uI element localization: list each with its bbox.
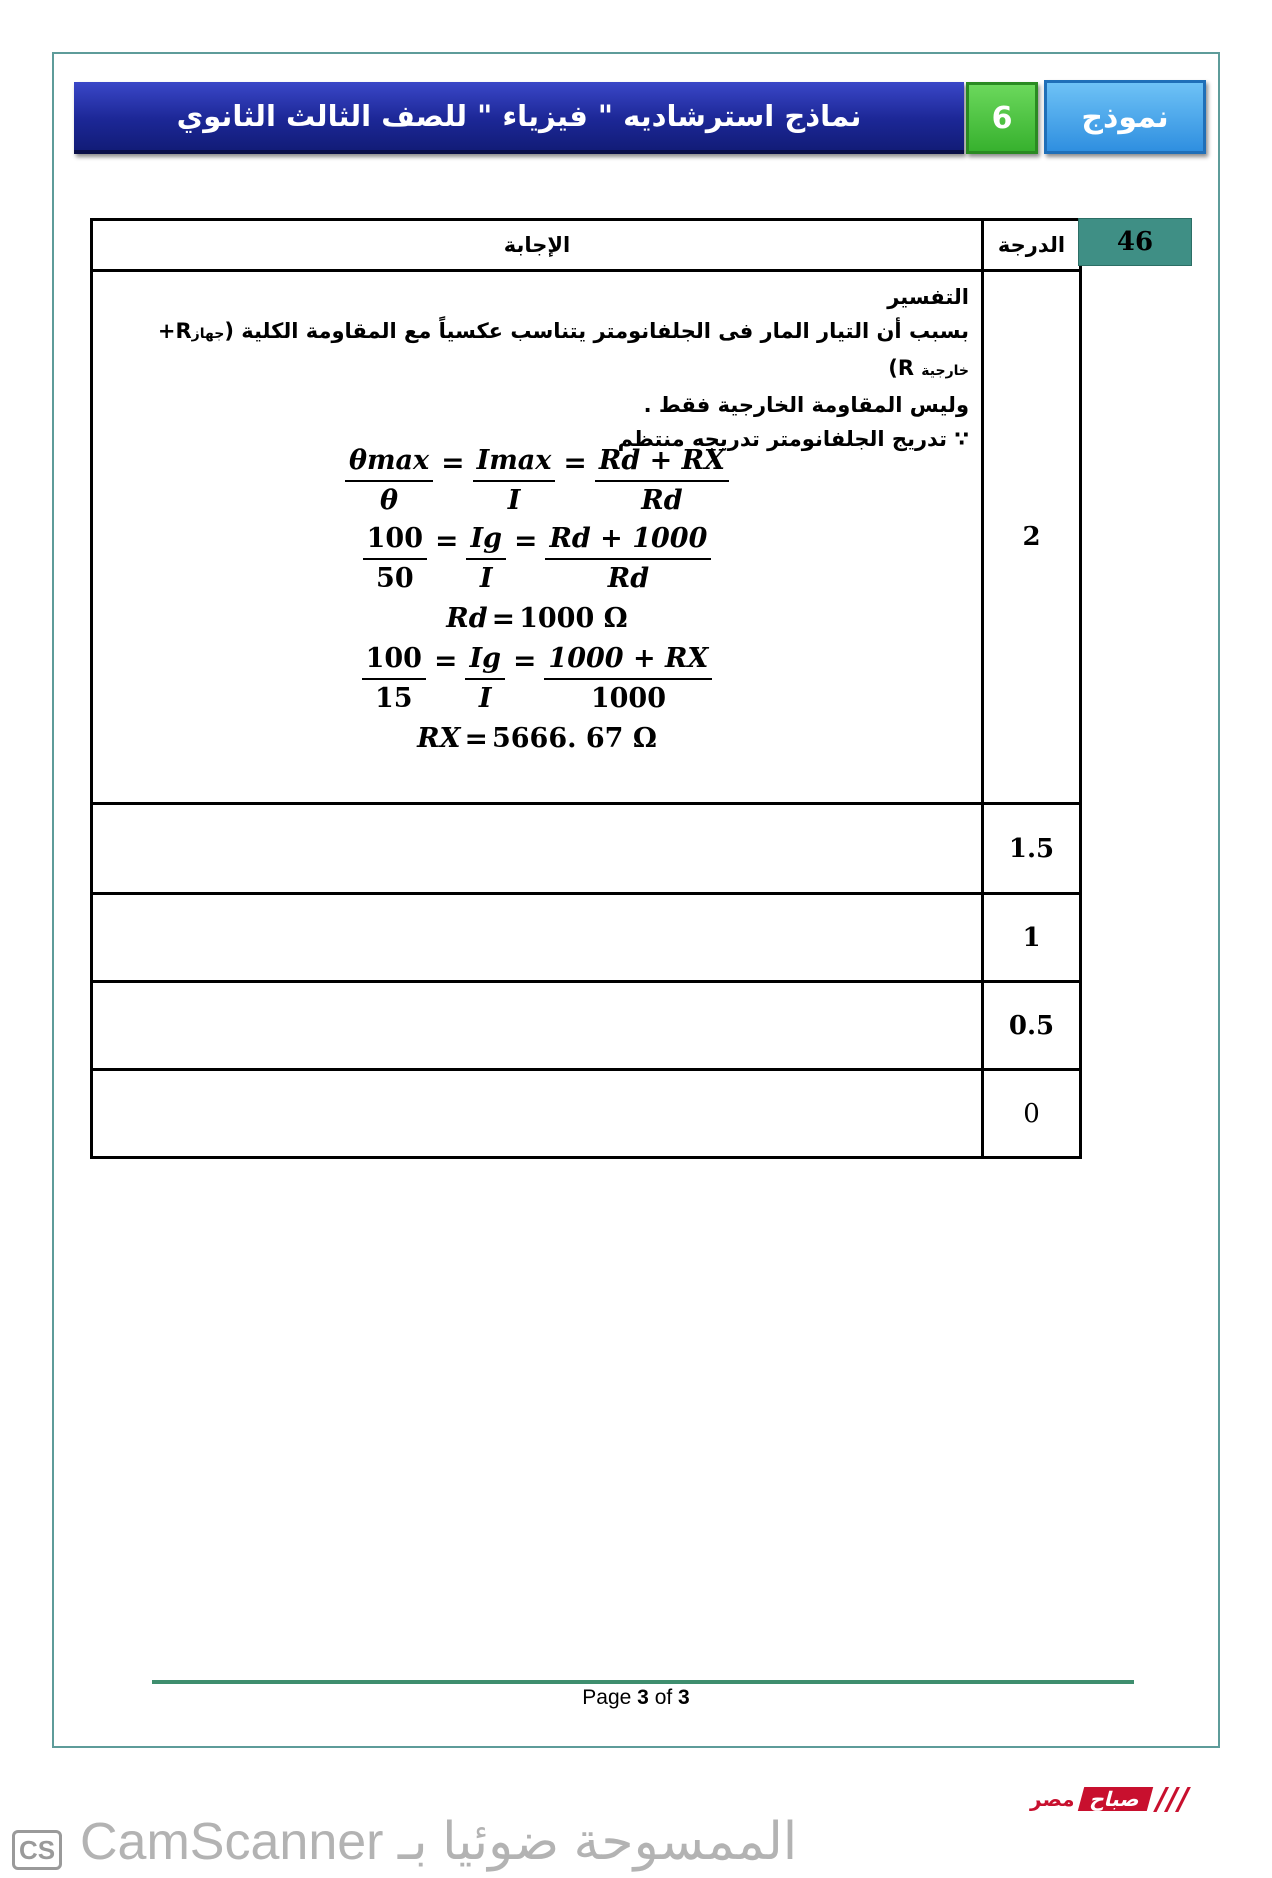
equation-3: Rd = 1000 Ω	[446, 602, 628, 635]
equation-2: $\frac{100}{50}$ = $\frac{Ig}{I}$ = $\frac{Rd + 1000}{Rd}$	[93, 522, 981, 596]
score-cell: 2	[983, 271, 1081, 804]
explanation-line-2: وليس المقاومة الخارجية فقط .	[643, 393, 969, 417]
score-cell: 1.5	[983, 804, 1081, 894]
equations-block	[93, 440, 981, 762]
brand-logo: مصر صباح ///	[1030, 1781, 1189, 1817]
answer-cell-empty	[92, 982, 983, 1070]
answer-cell-empty	[92, 804, 983, 894]
camscanner-watermark: الممسوحة ضوئيا بـ CamScanner	[80, 1813, 798, 1871]
score-cell: 0.5	[983, 982, 1081, 1070]
explanation-heading: التفسير	[887, 285, 969, 309]
explanation-text	[93, 272, 981, 456]
page-title: نماذج استرشاديه " فيزياء " للصف الثالث الثانوي	[74, 82, 964, 154]
explanation-line-1: بسبب أن التيار المار فى الجلفانومتر يتناسب عكسياً مع المقاومة الكلية (جهازR+ خارجية R)	[157, 319, 969, 380]
answer-table	[90, 218, 1082, 1159]
score-header: الدرجة	[983, 220, 1081, 271]
equation-5: RX = 5666. 67 Ω	[417, 722, 657, 755]
answer-cell-empty	[92, 1070, 983, 1158]
page-footer: Page 3 of 3	[582, 1686, 690, 1709]
answer-header: الإجابة	[92, 220, 983, 271]
equation-4: $\frac{100}{15}$ = $\frac{Ig}{I}$ = $\frac{1000 + RX}{1000}$	[93, 642, 981, 716]
explanation-line-3: ∵ تدريج الجلفانومتر تدريجه منتظم	[617, 427, 969, 451]
score-cell: 1	[983, 894, 1081, 982]
footer-divider	[152, 1680, 1134, 1684]
answer-cell	[92, 271, 983, 804]
answer-cell-empty	[92, 894, 983, 982]
model-number-badge: 6	[966, 82, 1038, 154]
score-cell: 0	[983, 1070, 1081, 1158]
camscanner-logo-icon: CS	[12, 1830, 62, 1870]
brand-slashes-icon: ///	[1155, 1781, 1189, 1817]
equation-1: $\frac{\theta\max}{\theta}$ = $\frac{Imax}{I}$ = $\frac{Rd + RX}{Rd}$	[93, 444, 981, 518]
question-number: 46	[1078, 218, 1192, 266]
model-label-badge: نموذج	[1044, 80, 1206, 154]
